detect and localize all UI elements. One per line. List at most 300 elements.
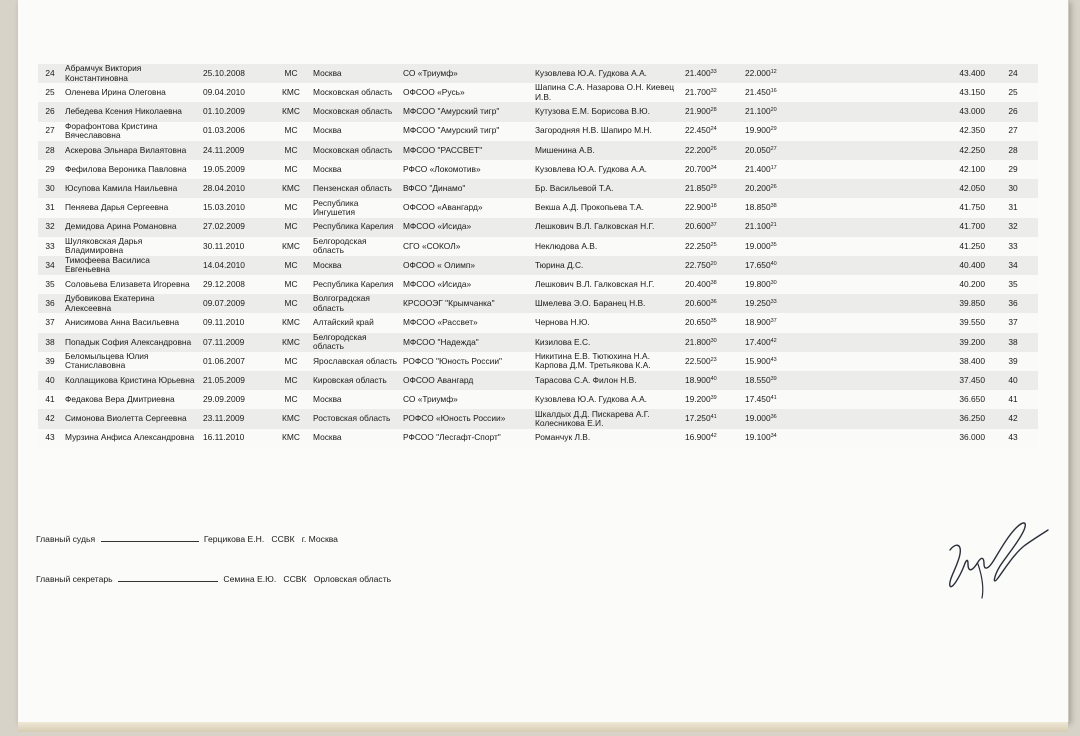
score-1-value: 21.800 xyxy=(685,336,711,347)
score-2 xyxy=(742,218,802,237)
sport-rank xyxy=(272,198,310,217)
club xyxy=(400,275,532,294)
total-score xyxy=(802,218,988,237)
athlete-name-value: Форафонтова Кристина Вячеславовна xyxy=(65,121,158,141)
final-place-value: 24 xyxy=(1008,67,1018,78)
club-value: РОФСО "Юность России" xyxy=(403,355,502,366)
region xyxy=(310,352,400,371)
row-number xyxy=(38,352,62,371)
score-1-value: 20.400 xyxy=(685,278,711,289)
birth-date xyxy=(200,371,272,390)
score-1 xyxy=(682,275,742,294)
score-2-value: 18.550 xyxy=(745,374,771,385)
score-1 xyxy=(682,390,742,409)
final-place-value: 33 xyxy=(1008,240,1018,251)
club xyxy=(400,352,532,371)
region xyxy=(310,390,400,409)
birth-date xyxy=(200,313,272,332)
score-2 xyxy=(742,333,802,352)
region xyxy=(310,429,400,448)
club xyxy=(400,83,532,102)
athlete-name xyxy=(62,160,200,179)
table-row xyxy=(38,64,1038,83)
total-score xyxy=(802,122,988,141)
birth-date xyxy=(200,333,272,352)
region xyxy=(310,198,400,217)
club xyxy=(400,333,532,352)
region xyxy=(310,313,400,332)
birth-date xyxy=(200,275,272,294)
row-number-value: 30 xyxy=(45,183,55,194)
sport-rank xyxy=(272,83,310,102)
sport-rank xyxy=(272,141,310,160)
score-1 xyxy=(682,122,742,141)
row-number xyxy=(38,179,62,198)
score-2-value: 18.850 xyxy=(745,202,771,213)
birth-date-value: 01.10.2009 xyxy=(203,106,245,117)
total-score-value: 41.750 xyxy=(959,202,985,213)
birth-date-value: 19.05.2009 xyxy=(203,163,245,174)
chief-judge-city: г. Москва xyxy=(301,534,338,544)
total-score-value: 36.250 xyxy=(959,413,985,424)
score-2-rank: 20 xyxy=(770,107,777,114)
final-place xyxy=(988,313,1038,332)
score-2-rank: 30 xyxy=(770,279,777,286)
athlete-name xyxy=(62,333,200,352)
final-place xyxy=(988,429,1038,448)
final-place xyxy=(988,83,1038,102)
athlete-name-value: Мурзина Анфиса Александровна xyxy=(65,432,195,443)
sport-rank-value: МС xyxy=(284,298,298,309)
score-2 xyxy=(742,141,802,160)
row-number xyxy=(38,409,62,428)
athlete-name xyxy=(62,218,200,237)
total-score xyxy=(802,294,988,313)
birth-date-value: 15.03.2010 xyxy=(203,202,245,213)
athlete-name-value: Оленева Ирина Олеговна xyxy=(65,87,166,98)
table-row xyxy=(38,313,1038,332)
total-score xyxy=(802,390,988,409)
total-score xyxy=(802,256,988,275)
total-score xyxy=(802,198,988,217)
sport-rank xyxy=(272,294,310,313)
coach xyxy=(532,333,682,352)
final-place-value: 27 xyxy=(1008,125,1018,136)
total-score-value: 36.650 xyxy=(959,394,985,405)
total-score xyxy=(802,371,988,390)
sport-rank-value: МС xyxy=(284,163,298,174)
score-1-rank: 18 xyxy=(710,203,717,210)
club xyxy=(400,409,532,428)
score-1-rank: 23 xyxy=(710,356,717,363)
row-number-value: 32 xyxy=(45,221,55,232)
final-place-value: 31 xyxy=(1008,202,1018,213)
score-2-value: 19.000 xyxy=(745,413,771,424)
score-2 xyxy=(742,64,802,83)
score-1-value: 22.250 xyxy=(685,240,711,251)
final-place xyxy=(988,141,1038,160)
score-1-rank: 25 xyxy=(710,241,717,248)
row-number-value: 35 xyxy=(45,278,55,289)
table-row xyxy=(38,198,1038,217)
row-number-value: 40 xyxy=(45,374,55,385)
region xyxy=(310,160,400,179)
score-1-value: 22.450 xyxy=(685,125,711,136)
athlete-name-value: Коллащикова Кристина Юрьевна xyxy=(65,374,195,385)
birth-date xyxy=(200,198,272,217)
club xyxy=(400,160,532,179)
score-1-value: 22.200 xyxy=(685,144,711,155)
table-row xyxy=(38,83,1038,102)
final-place xyxy=(988,160,1038,179)
athlete-name-value: Шуляковская Дарья Владимировна xyxy=(65,236,143,256)
score-1 xyxy=(682,198,742,217)
birth-date xyxy=(200,390,272,409)
score-2-rank: 39 xyxy=(770,375,777,382)
athlete-name-value: Фефилова Вероника Павловна xyxy=(65,163,187,174)
athlete-name xyxy=(62,256,200,275)
club-value: РФСОО "Лесгафт-Спорт" xyxy=(403,432,501,443)
row-number-value: 28 xyxy=(45,144,55,155)
athlete-name-value: Соловьева Елизавета Игоревна xyxy=(65,278,190,289)
row-number xyxy=(38,64,62,83)
score-2 xyxy=(742,102,802,121)
score-2 xyxy=(742,294,802,313)
sport-rank-value: МС xyxy=(284,202,298,213)
score-2-rank: 41 xyxy=(770,395,777,402)
final-place xyxy=(988,371,1038,390)
club-value: МФСОО "Амурский тигр" xyxy=(403,106,500,117)
sport-rank-value: МС xyxy=(284,374,298,385)
sport-rank-value: МС xyxy=(284,355,298,366)
score-2-rank: 33 xyxy=(770,299,777,306)
athlete-name xyxy=(62,141,200,160)
sport-rank-value: МС xyxy=(284,278,298,289)
final-place xyxy=(988,390,1038,409)
coach xyxy=(532,313,682,332)
total-score xyxy=(802,352,988,371)
coach xyxy=(532,409,682,428)
score-2-rank: 43 xyxy=(770,356,777,363)
table-row xyxy=(38,218,1038,237)
chief-secretary-region: Орловская область xyxy=(313,574,392,584)
birth-date-value: 25.10.2008 xyxy=(203,67,245,78)
athlete-name-value: Симонова Виолетта Сергеевна xyxy=(65,413,187,424)
total-score-value: 42.350 xyxy=(959,125,985,136)
coach xyxy=(532,198,682,217)
total-score-value: 39.200 xyxy=(959,336,985,347)
final-place-value: 35 xyxy=(1008,278,1018,289)
row-number-value: 27 xyxy=(45,125,55,136)
score-2 xyxy=(742,179,802,198)
birth-date xyxy=(200,122,272,141)
total-score-value: 40.200 xyxy=(959,278,985,289)
final-place xyxy=(988,294,1038,313)
score-2-rank: 29 xyxy=(770,126,777,133)
athlete-name xyxy=(62,429,200,448)
score-2-value: 19.000 xyxy=(745,240,771,251)
final-place xyxy=(988,275,1038,294)
score-2-value: 18.900 xyxy=(745,317,771,328)
final-place-value: 29 xyxy=(1008,163,1018,174)
club-value: СГО «СОКОЛ» xyxy=(403,240,461,251)
final-place xyxy=(988,352,1038,371)
score-1 xyxy=(682,256,742,275)
table-row xyxy=(38,429,1038,448)
sport-rank-value: КМС xyxy=(282,413,300,424)
sport-rank-value: МС xyxy=(284,259,298,270)
region-value: Республика Карелия xyxy=(313,278,394,289)
athlete-name-value: Абрамчук Виктория Константиновна xyxy=(65,64,142,83)
sport-rank-value: МС xyxy=(284,144,298,155)
coach-value: Бр. Васильевой Т.А. xyxy=(535,183,614,194)
score-2-value: 15.900 xyxy=(745,355,771,366)
total-score xyxy=(802,64,988,83)
row-number-value: 26 xyxy=(45,106,55,117)
score-1 xyxy=(682,429,742,448)
region xyxy=(310,333,400,352)
row-number xyxy=(38,218,62,237)
club-value: МФСОО «Исида» xyxy=(403,221,472,232)
club-value: МФСОО "РАССВЕТ" xyxy=(403,144,483,155)
coach-value: Мишенина А.В. xyxy=(535,144,595,155)
row-number-value: 34 xyxy=(45,259,55,270)
sport-rank xyxy=(272,64,310,83)
sport-rank-value: МС xyxy=(284,394,298,405)
coach xyxy=(532,256,682,275)
club xyxy=(400,141,532,160)
final-place xyxy=(988,256,1038,275)
score-2 xyxy=(742,409,802,428)
total-score-value: 43.400 xyxy=(959,67,985,78)
region xyxy=(310,237,400,256)
score-1 xyxy=(682,218,742,237)
table-row xyxy=(38,141,1038,160)
athlete-name xyxy=(62,102,200,121)
final-place-value: 43 xyxy=(1008,432,1018,443)
region-value: Алтайский край xyxy=(313,317,374,328)
row-number xyxy=(38,160,62,179)
region-value: Республика Карелия xyxy=(313,221,394,232)
athlete-name xyxy=(62,371,200,390)
chief-secretary-name: Семина Е.Ю. xyxy=(223,574,277,584)
final-place xyxy=(988,179,1038,198)
total-score xyxy=(802,102,988,121)
birth-date xyxy=(200,294,272,313)
row-number-value: 37 xyxy=(45,317,55,328)
coach xyxy=(532,64,682,83)
score-1 xyxy=(682,83,742,102)
score-2-value: 19.100 xyxy=(745,432,771,443)
coach-value: Романчук Л.В. xyxy=(535,432,591,443)
athlete-name-value: Попадык София Александровна xyxy=(65,336,192,347)
region-value: Москва xyxy=(313,125,342,136)
region-value: Белгородская область xyxy=(313,332,367,352)
total-score-value: 39.550 xyxy=(959,317,985,328)
region-value: Московская область xyxy=(313,106,393,117)
table-row xyxy=(38,102,1038,121)
row-number xyxy=(38,256,62,275)
score-2-rank: 42 xyxy=(770,337,777,344)
table-row xyxy=(38,237,1038,256)
club-value: РОФСО «Юность России» xyxy=(403,413,506,424)
total-score xyxy=(802,141,988,160)
sport-rank xyxy=(272,179,310,198)
club-value: ОФСОО Авангард xyxy=(403,374,474,385)
row-number xyxy=(38,371,62,390)
sport-rank xyxy=(272,237,310,256)
birth-date-value: 09.04.2010 xyxy=(203,87,245,98)
athlete-name xyxy=(62,390,200,409)
club-value: ОФСОО «Авангард» xyxy=(403,202,483,213)
row-number-value: 41 xyxy=(45,394,55,405)
row-number xyxy=(38,83,62,102)
birth-date xyxy=(200,141,272,160)
birth-date xyxy=(200,64,272,83)
athlete-name xyxy=(62,198,200,217)
row-number-value: 43 xyxy=(45,432,55,443)
club xyxy=(400,102,532,121)
score-2 xyxy=(742,371,802,390)
club xyxy=(400,218,532,237)
score-1-value: 22.750 xyxy=(685,259,711,270)
score-1-value: 16.900 xyxy=(685,432,711,443)
coach-value: Тюрина Д.С. xyxy=(535,259,584,270)
final-place xyxy=(988,64,1038,83)
chief-secretary-category: ССВК xyxy=(283,574,307,584)
athlete-name xyxy=(62,275,200,294)
birth-date-value: 16.11.2010 xyxy=(203,432,245,443)
chief-judge-line xyxy=(36,533,338,544)
region-value: Пензенская область xyxy=(313,183,392,194)
club-value: СО «Триумф» xyxy=(403,67,458,78)
region xyxy=(310,122,400,141)
athlete-name-value: Анисимова Анна Васильевна xyxy=(65,317,180,328)
row-number-value: 24 xyxy=(45,67,55,78)
club-value: ОФСОО « Олимп» xyxy=(403,259,476,270)
chief-judge-label: Главный судья xyxy=(36,534,96,544)
table-row xyxy=(38,122,1038,141)
table-row xyxy=(38,160,1038,179)
score-2-value: 19.250 xyxy=(745,298,771,309)
region-value: Московская область xyxy=(313,87,393,98)
region xyxy=(310,102,400,121)
birth-date-value: 27.02.2009 xyxy=(203,221,245,232)
coach-value: Кизилова Е.С. xyxy=(535,336,591,347)
score-1-value: 22.500 xyxy=(685,355,711,366)
final-place-value: 41 xyxy=(1008,394,1018,405)
birth-date xyxy=(200,179,272,198)
handwritten-signature xyxy=(938,514,1058,604)
row-number-value: 39 xyxy=(45,355,55,366)
row-number-value: 29 xyxy=(45,163,55,174)
score-1-value: 21.700 xyxy=(685,87,711,98)
score-2 xyxy=(742,256,802,275)
chief-judge-name: Герцикова Е.Н. xyxy=(203,534,265,544)
region xyxy=(310,294,400,313)
club xyxy=(400,122,532,141)
score-1-rank: 39 xyxy=(710,395,717,402)
athlete-name xyxy=(62,313,200,332)
score-2-rank: 27 xyxy=(770,145,777,152)
final-place-value: 34 xyxy=(1008,259,1018,270)
total-score-value: 42.050 xyxy=(959,183,985,194)
coach-value: Шкалдых Д.Д. Пискарева А.Г. Колесникова Е.И. xyxy=(535,409,650,428)
club xyxy=(400,371,532,390)
score-1-rank: 36 xyxy=(710,299,717,306)
sport-rank xyxy=(272,371,310,390)
region-value: Московская область xyxy=(313,144,393,155)
score-1-value: 20.600 xyxy=(685,298,711,309)
signature-line xyxy=(101,533,199,542)
total-score-value: 42.250 xyxy=(959,144,985,155)
final-place-value: 26 xyxy=(1008,106,1018,117)
row-number-value: 31 xyxy=(45,202,55,213)
coach-value: Кузовлева Ю.А. Гудкова А.А. xyxy=(535,163,647,174)
row-number xyxy=(38,122,62,141)
region xyxy=(310,83,400,102)
club-value: ОФСОО «Русь» xyxy=(403,87,465,98)
region xyxy=(310,409,400,428)
coach xyxy=(532,141,682,160)
athlete-name-value: Тимофеева Василиса Евгеньевна xyxy=(65,255,150,275)
total-score xyxy=(802,83,988,102)
final-place-value: 38 xyxy=(1008,336,1018,347)
total-score xyxy=(802,429,988,448)
score-1 xyxy=(682,313,742,332)
birth-date-value: 07.11.2009 xyxy=(203,336,245,347)
row-number-value: 42 xyxy=(45,413,55,424)
athlete-name xyxy=(62,237,200,256)
score-2-rank: 35 xyxy=(770,241,777,248)
club-value: КРСООЭГ "Крымчанка" xyxy=(403,298,495,309)
score-2 xyxy=(742,275,802,294)
athlete-name xyxy=(62,64,200,83)
coach-value: Векша А.Д. Прокопьева Т.А. xyxy=(535,202,644,213)
region-value: Москва xyxy=(313,432,342,443)
table-row xyxy=(38,390,1038,409)
coach xyxy=(532,294,682,313)
score-2-value: 21.100 xyxy=(745,221,771,232)
coach-value: Чернова Н.Ю. xyxy=(535,317,590,328)
row-number-value: 25 xyxy=(45,87,55,98)
birth-date-value: 21.05.2009 xyxy=(203,374,245,385)
score-2 xyxy=(742,198,802,217)
score-2 xyxy=(742,352,802,371)
score-2-value: 21.400 xyxy=(745,163,771,174)
total-score-value: 41.250 xyxy=(959,240,985,251)
sport-rank-value: КМС xyxy=(282,87,300,98)
total-score xyxy=(802,409,988,428)
row-number xyxy=(38,198,62,217)
birth-date xyxy=(200,237,272,256)
sport-rank xyxy=(272,102,310,121)
total-score xyxy=(802,179,988,198)
coach-value: Лешкович В.Л. Галковская Н.Г. xyxy=(535,278,655,289)
score-1-rank: 42 xyxy=(710,433,717,440)
score-1-rank: 41 xyxy=(710,414,717,421)
final-place xyxy=(988,237,1038,256)
row-number xyxy=(38,313,62,332)
score-1-value: 21.400 xyxy=(685,67,711,78)
coach xyxy=(532,237,682,256)
score-1 xyxy=(682,160,742,179)
club xyxy=(400,256,532,275)
club xyxy=(400,64,532,83)
club xyxy=(400,294,532,313)
score-2-value: 19.900 xyxy=(745,125,771,136)
score-2-value: 21.100 xyxy=(745,106,771,117)
